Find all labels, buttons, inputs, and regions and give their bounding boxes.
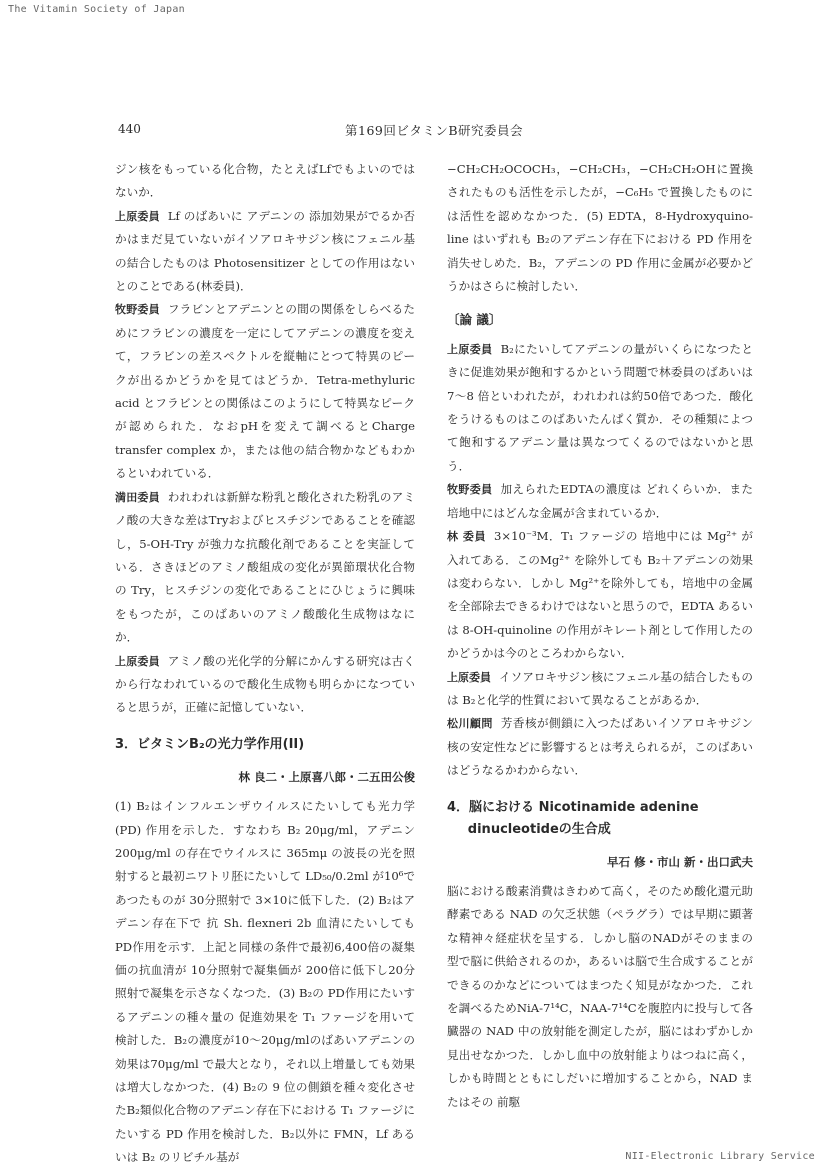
paragraph-text: 芳香核が側鎖に入つたばあいイソアロキサジン核の安定性などに影響するとは考えられるが，このばあいはどうなるかわからない． bbox=[447, 716, 753, 778]
paragraph-text: アミノ酸の光化学的分解にかんする研究は古くから行なわれているので酸化生成物も明らかになつていると思うが，正確に記憶していない． bbox=[115, 653, 415, 715]
discussion-heading: 〔論 議〕 bbox=[447, 312, 502, 328]
paragraph bbox=[447, 712, 753, 782]
paragraph-text: 加えられたEDTAの濃度は どれくらいか．また培地中にはどんな金属が含まれているか． bbox=[447, 482, 754, 520]
section-heading-line: dinucleotideの生合成 bbox=[467, 821, 611, 837]
speaker-label: 上原委員 bbox=[447, 670, 492, 684]
paragraph: ジン核をもっている化合物，たとえばLfでもよいのではないか． bbox=[115, 162, 415, 200]
paragraph-text: Lf のばあいに アデニンの 添加効果がでるか否かはまだ見ていないがイソアロキサジン核にフェニル基の結合したものは Photosensitizer としての作用はないとのことである(林委員)． bbox=[115, 208, 415, 294]
paragraph: (1) B₂はインフルエンザウイルスにたいしても光力学(PD) 作用を示した．すなわち B₂ 20μg/ml，アデニン200μg/ml の存在でウイルスに 365mμ の波長の光を照射すると最初ニワトリ胚にたいして LD₅₀/0.2ml が10⁶であつたものが 30分照射で 3×10に低下した．(2) B₂はアデニン存在下で 抗 Sh. flexneri 2b 血清にたいしても PD作用を示す．上記と同様の条件で最初6,400倍の凝集価の抗血清が 10分照射で凝集価が 200倍に低下し20分照射で凝集を示さなくなつた．(3) B₂の PD作用にたいするアデニンの種々量の 促進効果を T₁ ファージを用いて検討した．B₂の濃度が10〜20μg/mlのばあいアデニンの効果は70μg/ml で最大となり，それ以上増量しても効果は増大しなかつた．(4) B₂の 9 位の側鎖を種々変化させたB₂類似化合物のアデニン存在下における T₁ ファージにたいする PD 作用を検討した．B₂以外に FMN，Lf あるいは B₂ のリビチル基が bbox=[115, 799, 415, 1165]
speaker-label: 松川顧問 bbox=[447, 717, 493, 731]
paragraph bbox=[447, 666, 753, 713]
paragraph bbox=[447, 338, 753, 478]
paragraph bbox=[115, 486, 415, 650]
speaker-label: 林 委員 bbox=[447, 530, 486, 544]
paragraph-text: 3×10⁻³M．T₁ ファージの 培地中には Mg²⁺ が入れてある．このMg²⁺ を除外しても B₂＋アデニンの効果は変わらない．しかし Mg²⁺を除外しても，培地中の金属を全部除去できるわけではないと思うので，EDTA あるいは 8-OH-quinoline の作用がキレート剤として作用したのかどうかは今のところわからない． bbox=[447, 529, 753, 661]
paragraph-text: われわれは新鮮な粉乳と酸化された粉乳のアミノ酸の大きな差はTryおよびヒスチジンであることを確認し，5-OH-Try が強力な抗酸化剤であることを実証している．さきほどのアミノ酸組成の変化が異節環状化合物の Try，ヒスチジンの変化であることにひじょうに興味をもつたが，このばあいのアミノ酸酸化生成物はなにか． bbox=[115, 489, 415, 645]
watermark-bottom: NII-Electronic Library Service bbox=[625, 1151, 815, 1162]
paragraph bbox=[115, 650, 415, 720]
speaker-label: 牧野委員 bbox=[447, 483, 493, 497]
page-number: 440 bbox=[118, 122, 141, 136]
speaker-label: 満田委員 bbox=[115, 490, 160, 504]
speaker-label: 上原委員 bbox=[447, 342, 493, 356]
right-column bbox=[447, 158, 753, 1114]
speaker-label: 上原委員 bbox=[115, 654, 160, 668]
section-heading bbox=[447, 797, 753, 841]
paragraph: −CH₂CH₂OCOCH₃，−CH₂CH₃，−CH₂CH₂OHに置換されたものも活性を示したが，−C₆H₅ で置換したものには活性を認めなかつた．(5) EDTA，8-Hydroxyquino-line はいずれも B₂のアデニン存在下における PD 作用を消失せしめた．B₂，アデニンの PD 作用に金属が必要かどうかはさらに検討したい． bbox=[447, 162, 753, 294]
section-heading: 3．ビタミンB₂の光力学作用(II) bbox=[115, 736, 305, 752]
paragraph bbox=[115, 205, 415, 299]
paragraph bbox=[447, 478, 753, 525]
watermark-top: The Vitamin Society of Japan bbox=[8, 4, 185, 15]
speaker-label: 上原委員 bbox=[115, 209, 160, 223]
paragraph-text: B₂にたいしてアデニンの量がいくらになつたときに促進効果が飽和するかという問題で林委員のばあいは 7〜8 倍といわれたが，われわれは約50倍であつた．酸化をうけるものはこのばあいたんぱく質か．その種類によつて飽和するアデニン量は異なつてくるのではないかと思う． bbox=[447, 341, 753, 473]
left-column bbox=[115, 158, 415, 1170]
section-authors: 林 良二・上原喜八郎・二五田公俊 bbox=[238, 769, 415, 784]
paragraph-text: イソアロキサジン核にフェニル基の結合したものは B₂と化学的性質において異なることがあるか． bbox=[447, 669, 754, 707]
running-title: 第169回ビタミンB研究委員会 bbox=[345, 123, 524, 138]
paragraph bbox=[447, 525, 753, 665]
paragraph bbox=[115, 298, 415, 485]
section-authors: 早石 修・市山 新・出口武夫 bbox=[606, 854, 753, 869]
section-heading-line: 4．脳における Nicotinamide adenine bbox=[447, 799, 699, 815]
paragraph: 脳における酸素消費はきわめて高く，そのため酸化還元助酵素である NAD の欠乏状態（ペラグラ）では早期に顕著な精神々経症状を呈する．しかし脳のNADがそのままの型で脳に供給されるのか，あるいは脳で生合成することができるのかなどについてはまつたく知見がなかつた．これを調べるためNiA-7¹⁴C，NAA-7¹⁴Cを腹腔内に投与して各臓器の NAD 中の放射能を測定したが，脳にはわずかしか見出せなかつた．しかし血中の放射能よりはつねに高く，しかも時間とともにしだいに増加することから，NAD またはその 前駆 bbox=[447, 883, 753, 1109]
paragraph-text: フラビンとアデニンとの間の関係をしらべるためにフラビンの濃度を一定にしてアデニンの濃度を変えて，フラビンの差スペクトルを縦軸にとつて特異のピークが出るかどうかを見てはどうか．Tetra-methyluric acid とフラビンとの関係はこのようにして特異なピークが認められた．なおpHを変えて調べるとCharge transfer complex か，または他の結合物かなどもわかるといわれている． bbox=[115, 302, 416, 481]
speaker-label: 牧野委員 bbox=[115, 303, 160, 317]
